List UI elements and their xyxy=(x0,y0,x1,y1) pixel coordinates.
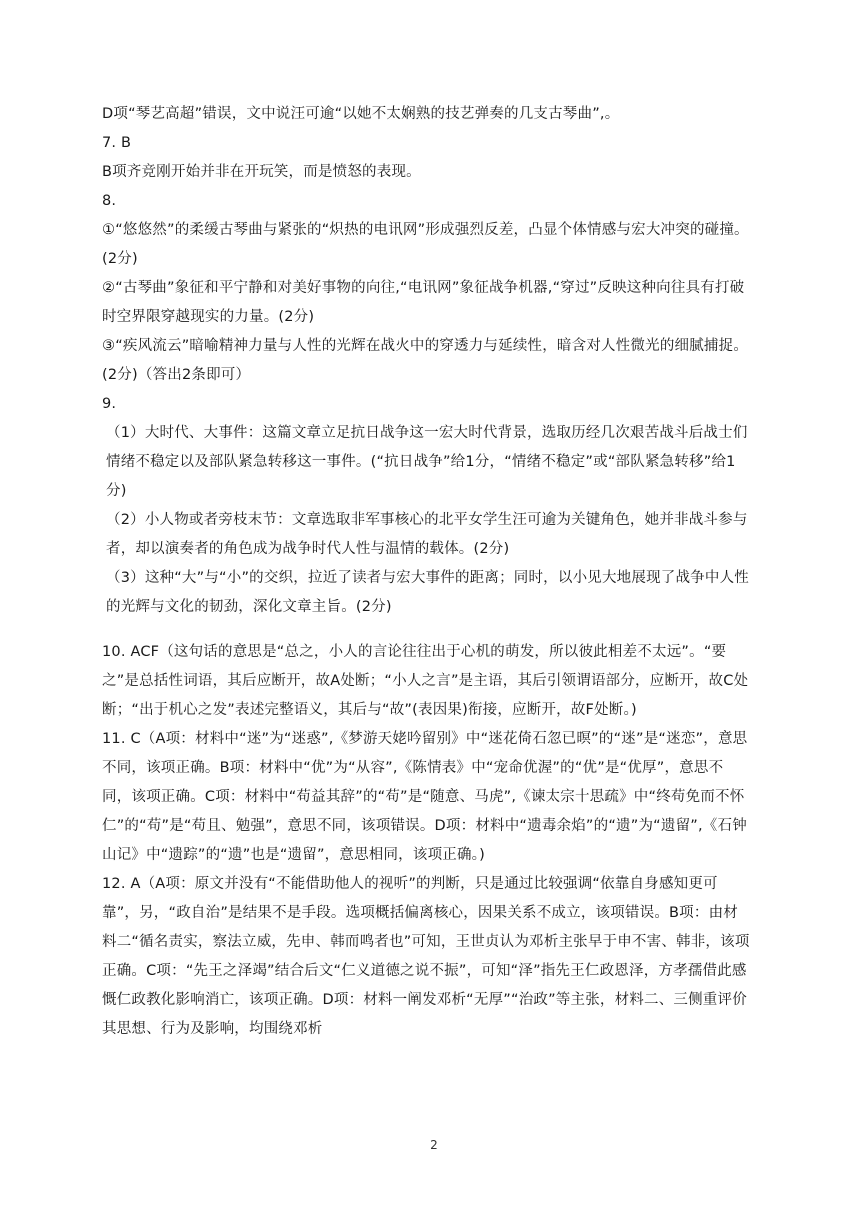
answer-7-heading: 7. B xyxy=(102,135,132,151)
answer-7-explanation: B项齐竞刚开始并非在开玩笑，而是愤怒的表现。 xyxy=(102,164,421,180)
answer-9-heading: 9. xyxy=(102,396,117,412)
answer-8-point-2: ②“古琴曲”象征和平宁静和对美好事物的向往,“电讯网”象征战争机器,“穿过”反映这种向往具有打破时空界限穿越现实的力量。(2分) xyxy=(102,280,745,325)
section-gap xyxy=(102,622,750,638)
answer-12: 12. A（A项：原文并没有“不能借助他人的视听”的判断，只是通过比较强调“依靠自身感知更可靠”，另，“政自治”是结果不是手段。选项概括偏离核心，因果关系不成立，该项错误。B项：由材料二“循名责实，察法立威，先申、韩而鸣者也”可知，王世贞认为邓析主张早于申不害、韩非，该项正确。C项：“先王之泽竭”结合后文“仁义道德之说不振”，可知“泽”指先王仁政恩泽，方孝孺借此感慨仁政教化影响消亡，该项正确。D项：材料一阐发邓析“无厚”“治政”等主张，材料二、三侧重评价其思想、行为及影响，均围绕邓析 xyxy=(102,876,750,1037)
answer-9-point-2: （2）小人物或者旁枝末节：文章选取非军事核心的北平女学生汪可逾为关键角色，她并非战斗参与者，却以演奏者的角色成为战争时代人性与温情的载体。(2分) xyxy=(106,512,748,557)
answer-8-point-1: ①“悠悠然”的柔缓古琴曲与紧张的“炽热的电讯网”形成强烈反差，凸显个体情感与宏大冲突的碰撞。(2分) xyxy=(102,222,749,267)
answer-6-d-explanation: D项“琴艺高超”错误，文中说汪可逾“以她不太娴熟的技艺弹奏的几支古琴曲”,。 xyxy=(102,106,620,122)
answer-8-point-3: ③“疾风流云”暗喻精神力量与人性的光辉在战火中的穿透力与延续性，暗含对人性微光的细腻捕捉。(2分)（答出2条即可） xyxy=(102,338,749,383)
page-number: 2 xyxy=(430,1138,438,1152)
answer-10: 10. ACF（这句话的意思是“总之，小人的言论往往出于心机的萌发，所以彼此相差不太远”。“要之”是总括性词语，其后应断开，故A处断；“小人之言”是主语，其后引领谓语部分，应断开，故C处断；“出于机心之发”表述完整语义，其后与“故”(表因果)衔接，应断开，故F处断。) xyxy=(102,644,749,718)
answer-content xyxy=(102,100,750,1044)
answer-9-point-1: （1）大时代、大事件：这篇文章立足抗日战争这一宏大时代背景，选取历经几次艰苦战斗后战士们情绪不稳定以及部队紧急转移这一事件。(“抗日战争”给1分，“情绪不稳定”或“部队紧急转移”给1分) xyxy=(106,425,748,499)
answer-11: 11. C（A项：材料中“迷”为“迷惑”,《梦游天姥吟留别》中“迷花倚石忽已暝”的“迷”是“迷恋”，意思不同，该项正确。B项：材料中“优”为“从容”,《陈情表》中“宠命优渥”的“优”是“优厚”，意思不同，该项正确。C项：材料中“苟益其辞”的“苟”是“随意、马虎”,《谏太宗十思疏》中“终苟免而不怀仁”的“苟”是“苟且、勉强”，意思不同，该项错误。D项：材料中“遗毒余焰”的“遗”为“遗留”,《石钟山记》中“遗踪”的“遗”也是“遗留”，意思相同，该项正确。) xyxy=(102,731,748,863)
answer-8-heading: 8. xyxy=(102,193,117,209)
answer-9-point-3: （3）这种“大”与“小”的交织，拉近了读者与宏大事件的距离；同时，以小见大地展现了战争中人性的光辉与文化的韧劲，深化文章主旨。(2分) xyxy=(106,570,749,615)
